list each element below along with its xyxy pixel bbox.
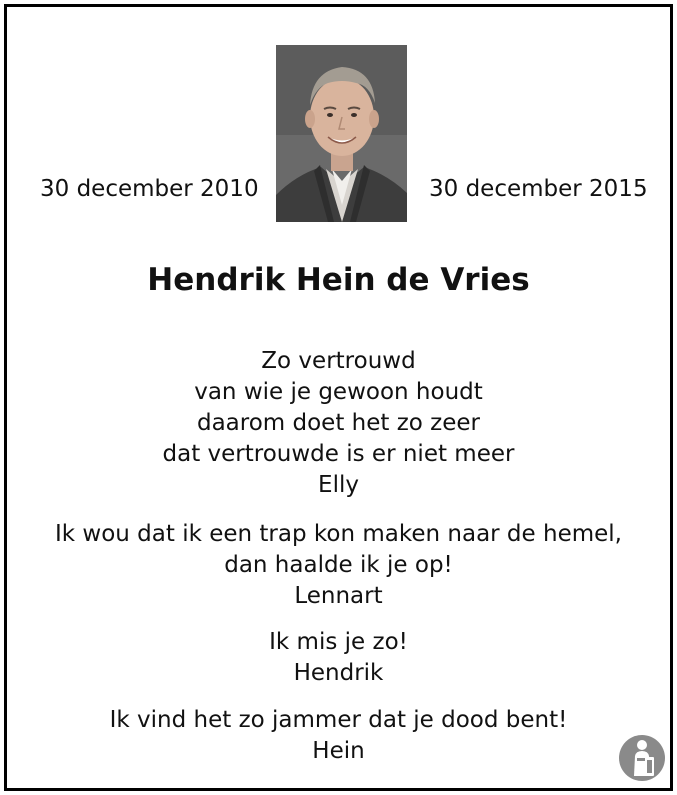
verse-signature: Hendrik	[293, 660, 384, 686]
verse-line: daarom doet het zo zeer	[196, 410, 481, 436]
obituary-notice	[4, 4, 673, 791]
birth-date: 30 december 2010	[40, 176, 259, 202]
verse-line: dat vertrouwde is er niet meer	[162, 441, 515, 467]
memorial-logo-icon	[618, 734, 666, 782]
verse-hendrik	[7, 627, 670, 689]
death-date: 30 december 2015	[429, 176, 648, 202]
verse-line: Ik mis je zo!	[269, 629, 408, 655]
verse-signature: Elly	[318, 472, 359, 498]
verse-signature: Lennart	[294, 583, 383, 609]
verse-line: Ik vind het zo jammer dat je dood bent!	[109, 707, 568, 733]
verse-lennart	[7, 519, 670, 612]
verse-line: dan haalde ik je op!	[224, 552, 453, 578]
portrait-photo	[276, 45, 407, 222]
verse-line: Ik wou dat ik een trap kon maken naar de hemel,	[55, 521, 622, 547]
verse-elly	[7, 346, 670, 501]
verse-line: Zo vertrouwd	[261, 348, 416, 374]
verse-signature: Hein	[312, 738, 365, 764]
verse-line: van wie je gewoon houdt	[194, 379, 483, 405]
verse-hein	[7, 705, 670, 767]
deceased-name: Hendrik Hein de Vries	[147, 262, 530, 298]
